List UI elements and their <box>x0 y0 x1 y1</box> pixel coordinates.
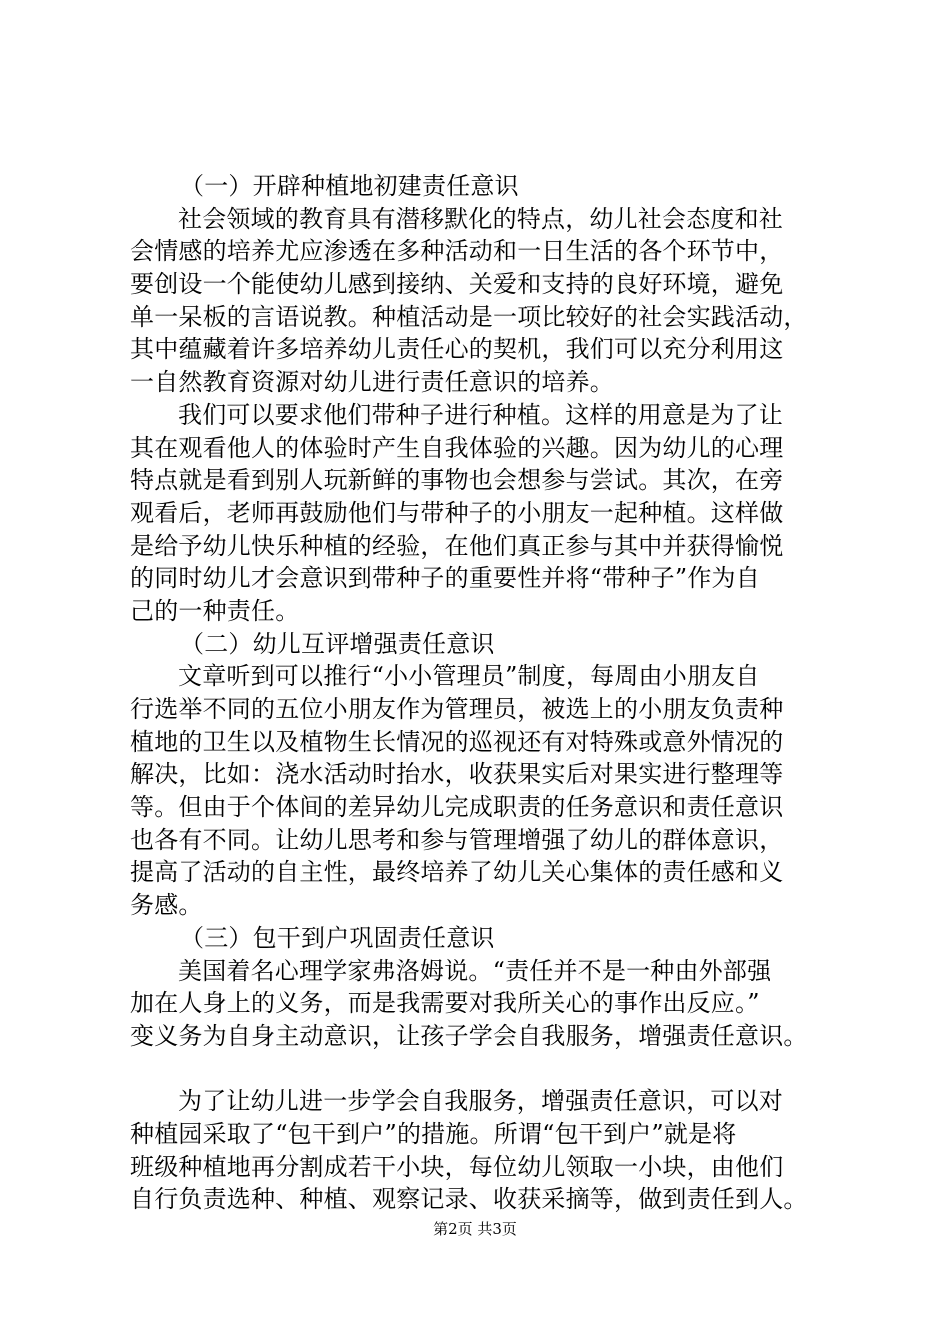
paragraph-line: 加在人身上的义务，而是我需要对我所关心的事作出反应。” <box>130 989 760 1018</box>
paragraph-line: 种植园采取了“包干到户”的措施。所谓“包干到户”就是将 <box>130 1119 737 1148</box>
paragraph-line: 己的一种责任。 <box>130 596 300 625</box>
paragraph-gap <box>130 1053 840 1086</box>
paragraph-line: 解决，比如：浇水活动时抬水，收获果实后对果实进行整理等 <box>130 760 784 789</box>
paragraph-line: 等。但由于个体间的差异幼儿完成职责的任务意识和责任意识 <box>130 793 784 822</box>
paragraph-line: 班级种植地再分割成若干小块，每位幼儿领取一小块，由他们 <box>130 1152 784 1181</box>
paragraph-line: 我们可以要求他们带种子进行种植。这样的用意是为了让 <box>178 400 783 429</box>
section-heading-1: （一）开辟种植地初建责任意识 <box>180 172 519 200</box>
paragraph-line: 行选举不同的五位小朋友作为管理员，被选上的小朋友负责种 <box>130 695 784 723</box>
paragraph-line: 特点就是看到别人玩新鲜的事物也会想参与尝试。其次，在旁 <box>130 466 784 495</box>
paragraph-line: 为了让幼儿进一步学会自我服务，增强责任意识，可以对 <box>178 1087 783 1116</box>
paragraph-line: 文章听到可以推行“小小管理员”制度，每周由小朋友自 <box>178 662 760 691</box>
paragraph-line: 其在观看他人的体验时产生自我体验的兴趣。因为幼儿的心理 <box>130 433 784 462</box>
paragraph-line: 也各有不同。让幼儿思考和参与管理增强了幼儿的群体意识， <box>130 825 784 854</box>
document-body <box>130 170 840 1216</box>
paragraph-line: 美国着名心理学家弗洛姆说。“责任并不是一种由外部强 <box>178 956 772 985</box>
paragraph-line: 自行负责选种、种植、观察记录、收获采摘等，做到责任到人。 <box>130 1185 808 1214</box>
paragraph-line: 要创设一个能使幼儿感到接纳、关爱和支持的良好环境，避免 <box>130 270 784 299</box>
paragraph-line: 的同时幼儿才会意识到带种子的重要性并将“带种子”作为自 <box>130 564 760 593</box>
paragraph-line: 观看后，老师再鼓励他们与带种子的小朋友一起种植。这样做 <box>130 498 784 527</box>
paragraph-line: 社会领域的教育具有潜移默化的特点，幼儿社会态度和社 <box>178 204 783 233</box>
paragraph-line: 一自然教育资源对幼儿进行责任意识的培养。 <box>130 368 614 397</box>
paragraph-line: 植地的卫生以及植物生长情况的巡视还有对特殊或意外情况的 <box>130 727 784 756</box>
page-number-footer: 第2页 共3页 <box>433 1220 517 1238</box>
paragraph-line: 单一呆板的言语说教。种植活动是一项比较好的社会实践活动， <box>130 302 808 331</box>
section-heading-2: （二）幼儿互评增强责任意识 <box>180 629 495 658</box>
section-heading-3: （三）包干到户巩固责任意识 <box>180 923 495 952</box>
paragraph-line: 务感。 <box>130 891 203 920</box>
paragraph-line: 其中蕴藏着许多培养幼儿责任心的契机，我们可以充分利用这 <box>130 335 784 364</box>
paragraph-line: 是给予幼儿快乐种植的经验，在他们真正参与其中并获得愉悦 <box>130 531 784 560</box>
paragraph-line: 会情感的培养尤应渗透在多种活动和一日生活的各个环节中， <box>130 237 784 266</box>
paragraph-line: 变义务为自身主动意识，让孩子学会自我服务，增强责任意识。 <box>130 1021 808 1050</box>
paragraph-line: 提高了活动的自主性，最终培养了幼儿关心集体的责任感和义 <box>130 858 784 887</box>
